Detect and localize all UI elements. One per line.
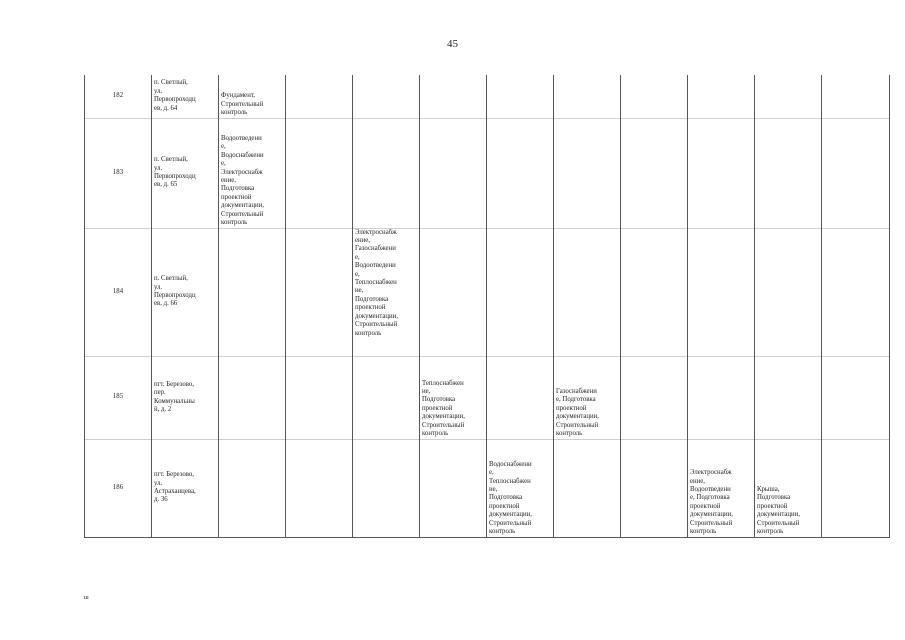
work-cell: [554, 118, 621, 228]
work-cell: [487, 118, 554, 228]
work-cell: [219, 356, 286, 439]
row-number: 185: [85, 356, 152, 439]
table-row: [85, 439, 890, 537]
work-cell: Электроснабж ение, Водоотведени е, Подготовка проектной документации, Строительный контроль: [688, 439, 755, 537]
footer-mark: ш: [84, 595, 89, 601]
work-cell: [353, 356, 420, 439]
work-cell: [755, 118, 822, 228]
work-cell: [286, 118, 353, 228]
work-cell: [353, 118, 420, 228]
work-cell: [554, 228, 621, 356]
table-row: [85, 356, 890, 439]
work-cell: [487, 356, 554, 439]
work-cell: Крыша, Подготовка проектной документации, Строительный контроль: [755, 439, 822, 537]
work-cell: [420, 439, 487, 537]
work-cell: [286, 75, 353, 118]
work-cell: [621, 356, 688, 439]
work-cell: [621, 439, 688, 537]
work-cell: [554, 75, 621, 118]
work-cell: [688, 228, 755, 356]
work-cell: [420, 118, 487, 228]
work-cell: [822, 228, 890, 356]
work-cell: [420, 75, 487, 118]
work-cell: Водоснабжени е, Теплоснабжен ие, Подготовка проектной документации, Строительный контроль: [487, 439, 554, 537]
address-cell: п. Светлый, ул. Первопроходц ев, д. 64: [152, 75, 219, 118]
row-number: 184: [85, 228, 152, 356]
work-cell: [822, 356, 890, 439]
page-number: 45: [447, 38, 458, 50]
work-cell: Теплоснабжен ие, Подготовка проектной документации, Строительный контроль: [420, 356, 487, 439]
work-cell: [286, 228, 353, 356]
work-cell: Электроснабж ение, Газоснабжени е, Водоотведени е, Теплоснабжен ие, Подготовка проектной документации, Строительный контроль: [353, 228, 420, 356]
work-cell: [621, 75, 688, 118]
work-cell: [219, 439, 286, 537]
work-cell: [755, 356, 822, 439]
row-number: 182: [85, 75, 152, 118]
work-cell: [688, 75, 755, 118]
work-cell: [286, 356, 353, 439]
work-cell: [353, 75, 420, 118]
work-cell: [487, 75, 554, 118]
work-cell: [219, 228, 286, 356]
address-cell: пгт. Березово, пер. Коммунальны й, д. 2: [152, 356, 219, 439]
work-cell: [353, 439, 420, 537]
work-cell: Водоотведени е, Водоснабжени е, Электроснабж ение, Подготовка проектной документации, Строительный контроль: [219, 118, 286, 228]
work-cell: [822, 439, 890, 537]
work-cell: [286, 439, 353, 537]
work-cell: [420, 228, 487, 356]
work-cell: [554, 439, 621, 537]
address-cell: п. Светлый, ул. Первопроходц ев, д. 66: [152, 228, 219, 356]
address-cell: п. Светлый, ул. Первопроходц ев, д. 65: [152, 118, 219, 228]
work-cell: [487, 228, 554, 356]
row-number: 186: [85, 439, 152, 537]
work-cell: Фундамент, Строительный контроль: [219, 75, 286, 118]
repair-schedule-table: [84, 75, 890, 538]
table-row: [85, 228, 890, 356]
address-cell: пгт. Березово, ул. Астраханцева, д. 36: [152, 439, 219, 537]
table-row: [85, 75, 890, 118]
work-cell: [621, 118, 688, 228]
table-row: [85, 118, 890, 228]
work-cell: [688, 356, 755, 439]
work-cell: [688, 118, 755, 228]
work-cell: [621, 228, 688, 356]
work-cell: [822, 75, 890, 118]
work-cell: [755, 228, 822, 356]
work-cell: [822, 118, 890, 228]
work-cell: Газоснабжени е, Подготовка проектной документации, Строительный контроль: [554, 356, 621, 439]
work-cell: [755, 75, 822, 118]
row-number: 183: [85, 118, 152, 228]
